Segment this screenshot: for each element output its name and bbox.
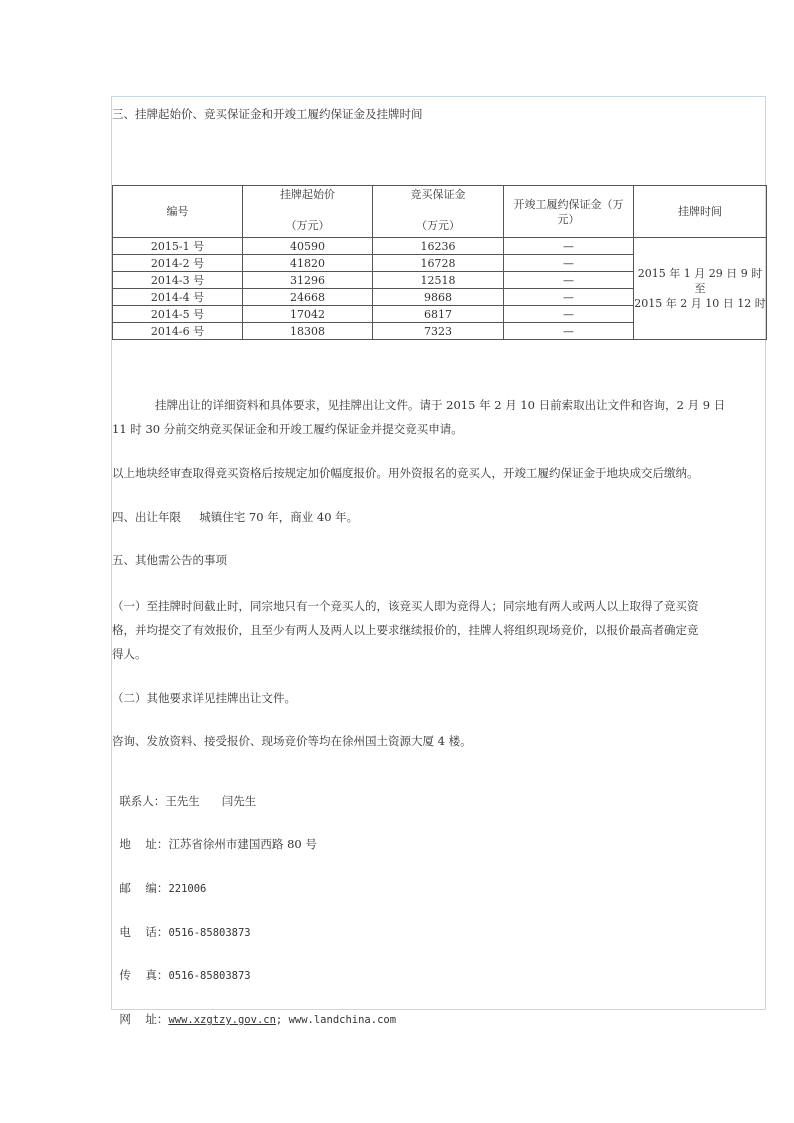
contact-fax [112,951,251,984]
cell-performance-bond: — [504,306,634,323]
cell-start-price: 24668 [243,289,373,306]
consult-location: 咨询、发放资料、接受报价、现场竞价等均在徐州国土资源大厦 4 楼。 [112,734,472,748]
cell-code: 2015-1 号 [113,238,243,255]
header-start-price [243,186,373,238]
address-value: 江苏省徐州市建国西路 80 号 [168,837,317,851]
paragraph1-line1: 挂牌出让的详细资料和具体要求，见挂牌出让文件。请于 2015 年 2 月 10 日前索取出让文件和咨询，2 月 9 日 [155,398,726,412]
header-deposit-unit: （万元） [416,218,460,232]
paragraph1-line2: 11 时 30 分前交纳竞买保证金和开竣工履约保证金并提交竞买申请。 [112,422,463,436]
listing-time-line1: 2015 年 1 月 29 日 9 时至 [637,267,763,295]
cell-code: 2014-4 号 [113,289,243,306]
contact-person-label: 联系人： [119,794,166,808]
cell-deposit: 9868 [373,289,504,306]
cell-performance-bond: — [504,289,634,306]
section3-heading: 三、挂牌起始价、竞买保证金和开竣工履约保证金及挂牌时间 [112,107,423,121]
postcode-value: 221006 [168,883,207,895]
cell-listing-time [634,238,767,340]
cell-code: 2014-5 号 [113,306,243,323]
header-performance-bond: 开竣工履约保证金（万元） [504,186,634,238]
cell-start-price: 31296 [243,272,373,289]
fax-value: 0516-85803873 [168,970,251,982]
cell-performance-bond: — [504,238,634,255]
website-link-xzgtzy[interactable]: www.xzgtzy.gov.cn [168,1014,276,1026]
fax-label: 传 真： [119,968,169,982]
cell-deposit: 6817 [373,306,504,323]
contact-website [112,995,396,1028]
table-row [113,238,767,255]
section4-term: 四、出让年限 城镇住宅 70 年，商业 40 年。 [112,510,359,524]
cell-code: 2014-3 号 [113,272,243,289]
header-deposit-label: 竞买保证金 [410,187,466,201]
cell-start-price: 18308 [243,323,373,340]
table-header-row [113,186,767,238]
cell-start-price: 41820 [243,255,373,272]
postcode-label: 邮 编： [119,881,169,895]
phone-label: 电 话： [119,925,169,939]
cell-start-price: 40590 [243,238,373,255]
listing-time-line2: 2015 年 2 月 10 日 12 时 [634,297,766,310]
paragraph2: 以上地块经审查取得竞买资格后按规定加价幅度报价。用外资报名的竞买人，开竣工履约保证金于地块成交后缴纳。 [112,466,699,480]
contact-address [112,820,317,852]
cell-performance-bond: — [504,255,634,272]
item1-line3: 得人。 [112,647,147,661]
cell-deposit: 16236 [373,238,504,255]
phone-value: 0516-85803873 [168,927,251,939]
item1-line2: 格，并均提交了有效报价，且至少有两人及两人以上要求继续报价的，挂牌人将组织现场竞价，以报价最高者确定竞 [112,623,699,637]
header-listing-time: 挂牌时间 [634,186,767,238]
cell-performance-bond: — [504,323,634,340]
address-label: 地 址： [119,837,169,851]
contact-phone [112,908,251,941]
listing-table [112,185,767,340]
header-start-price-unit: （万元） [285,218,330,232]
header-deposit [373,186,504,238]
website-link-landchina[interactable]: www.landchina.com [288,1014,397,1026]
cell-deposit: 7323 [373,323,504,340]
cell-deposit: 12518 [373,272,504,289]
cell-code: 2014-6 号 [113,323,243,340]
web-label: 网 址： [119,1012,169,1026]
section5-heading: 五、其他需公告的事项 [112,553,227,567]
item1-line1: （一）至挂牌时间截止时，同宗地只有一个竞买人的，该竞买人即为竞得人；同宗地有两人或两人以上取得了竞买资 [112,599,699,613]
contact-person [112,777,256,809]
cell-deposit: 16728 [373,255,504,272]
cell-performance-bond: — [504,272,634,289]
web-separator: ; [275,1014,289,1026]
cell-code: 2014-2 号 [113,255,243,272]
header-code: 编号 [113,186,243,238]
header-start-price-label: 挂牌起始价 [280,187,335,201]
contact-postcode [112,864,206,897]
item2: （二）其他要求详见挂牌出让文件。 [112,691,296,705]
cell-start-price: 17042 [243,306,373,323]
contact-person-value: 王先生 闫先生 [165,794,257,808]
